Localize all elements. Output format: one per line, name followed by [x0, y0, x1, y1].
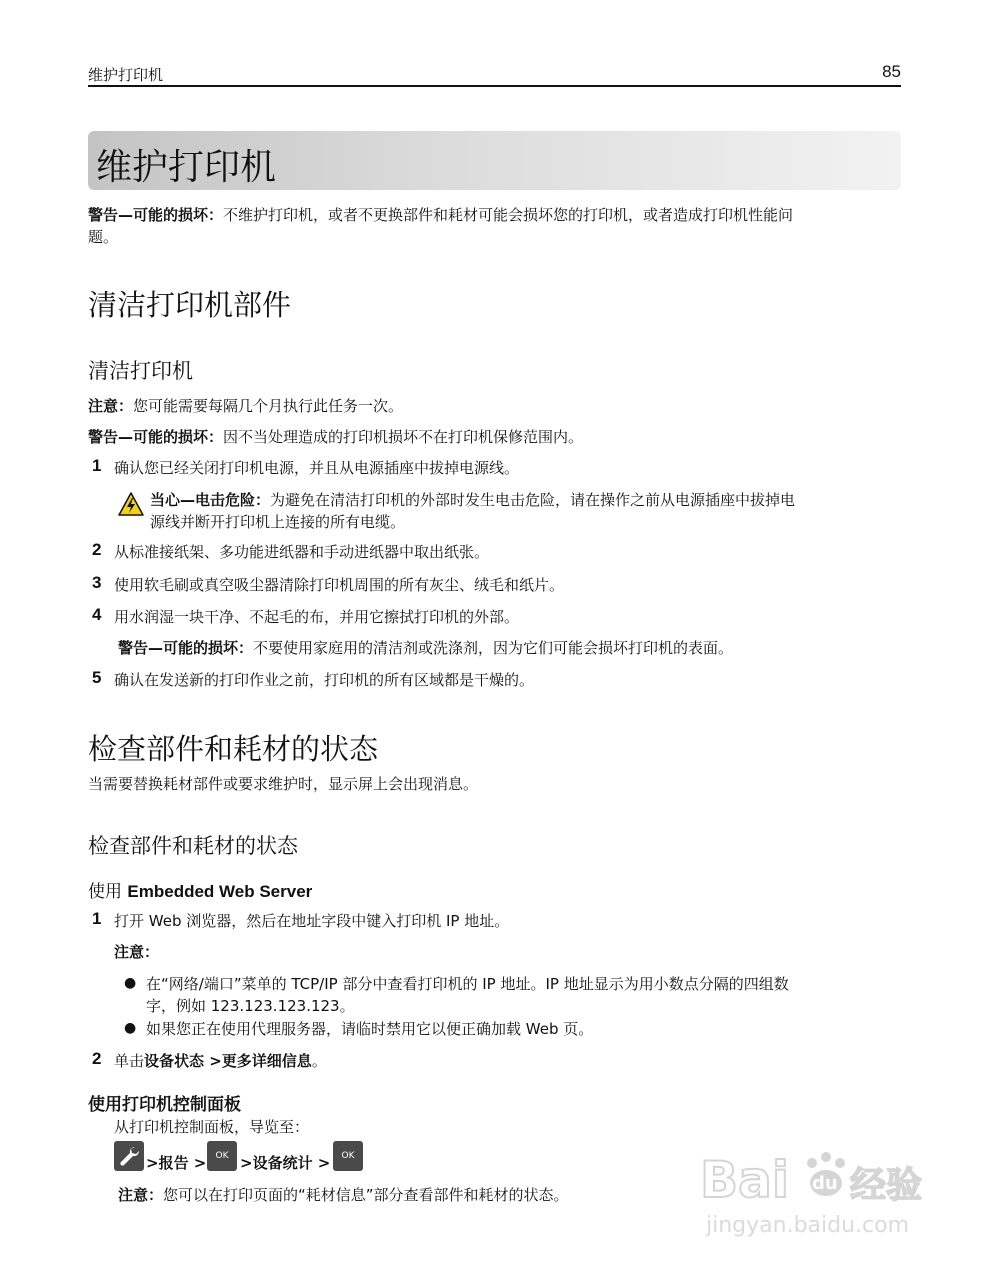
step-number: 1	[92, 909, 102, 928]
ews-heading-prefix: 使用	[88, 882, 128, 902]
step4-warning	[118, 637, 733, 659]
subsection-title-clean-printer: 清洁打印机	[88, 359, 193, 383]
step-text: 打开 Web 浏览器，然后在地址字段中键入打印机 IP 地址。	[114, 912, 510, 930]
chapter-title-band	[88, 131, 901, 190]
intro-warning-line1	[88, 204, 793, 226]
header-rule	[88, 85, 901, 87]
ok-key: OK	[207, 1141, 237, 1171]
bullet-dot: ●	[124, 975, 137, 991]
bullet-dot: ●	[124, 1020, 137, 1036]
shock-warning-label: 当心—电击危险：	[150, 491, 271, 509]
step-text	[114, 1050, 327, 1072]
step4-warning-text: 不要使用家庭用的清洁剂或洗涤剂，因为它们可能会损坏打印机的表面。	[253, 639, 734, 657]
shock-warning-text: 为避免在清洁打印机的外部时发生电击危险，请在操作之前从电源插座中拔掉电	[270, 491, 796, 509]
note-line	[88, 395, 403, 417]
wrench-key	[114, 1141, 144, 1171]
baidu-logo-icon	[700, 1145, 930, 1215]
svg-text:经验: 经验	[850, 1165, 923, 1206]
shock-warning-line1	[150, 489, 795, 511]
step2-suffix: 。	[311, 1052, 327, 1070]
section-title-clean-parts: 清洁打印机部件	[88, 288, 292, 322]
step-text: 确认您已经关闭打印机电源，并且从电源插座中拔掉电源线。	[114, 459, 520, 477]
nav-stats: >设备统计 >	[240, 1154, 331, 1172]
intro-warning-line2: 题。	[88, 228, 119, 246]
nav-reports: >报告 >	[146, 1154, 207, 1172]
bullet-line: 如果您正在使用代理服务器，请临时禁用它以便正确加载 Web 页。	[146, 1020, 594, 1038]
step2-prefix: 单击	[114, 1052, 145, 1070]
step-number: 5	[92, 668, 102, 687]
note-label: 注意：	[114, 943, 160, 961]
bullet-line: 在“网络/端口”菜单的 TCP/IP 部分中查看打印机的 IP 地址。IP 地址显示为用小数点分隔的四组数	[146, 975, 789, 993]
step2-bold-path: 设备状态 >更多详细信息	[144, 1052, 312, 1070]
step-number: 2	[92, 1049, 102, 1068]
ok-key: OK	[333, 1141, 363, 1171]
final-note-text: 您可以在打印页面的“耗材信息”部分查看部件和耗材的状态。	[163, 1186, 569, 1204]
step4-warning-label: 警告—可能的损坏：	[118, 639, 254, 657]
wrench-icon	[114, 1141, 144, 1171]
warning-line	[88, 426, 583, 448]
step-text: 从标准接纸架、多功能进纸器和手动进纸器中取出纸张。	[114, 543, 490, 561]
section-intro: 当需要替换耗材部件或要求维护时，显示屏上会出现消息。	[88, 775, 479, 793]
step-text: 确认在发送新的打印作业之前，打印机的所有区域都是干燥的。	[114, 671, 535, 689]
panel-text: 从打印机控制面板，导览至：	[114, 1118, 310, 1136]
page-number: 85	[882, 62, 901, 81]
note-text: 您可能需要每隔几个月执行此任务一次。	[133, 397, 404, 415]
step-number: 4	[92, 605, 102, 624]
panel-heading: 使用打印机控制面板	[88, 1095, 241, 1115]
step-number: 2	[92, 540, 102, 559]
intro-warning-text: 不维护打印机，或者不更换部件和耗材可能会损坏您的打印机，或者造成打印机性能问	[223, 206, 794, 224]
step-text: 使用软毛刷或真空吸尘器清除打印机周围的所有灰尘、绒毛和纸片。	[114, 576, 565, 594]
warning-text: 因不当处理造成的打印机损坏不在打印机保修范围内。	[223, 428, 584, 446]
final-note-label: 注意：	[118, 1186, 164, 1204]
warning-triangle-icon	[118, 492, 144, 516]
subsection-title-check-status: 检查部件和耗材的状态	[88, 834, 298, 858]
ews-heading	[88, 877, 312, 902]
step-number: 1	[92, 456, 102, 475]
final-note	[118, 1184, 569, 1206]
intro-warning-label: 警告—可能的损坏：	[88, 206, 224, 224]
svg-text:du: du	[812, 1173, 838, 1194]
section-title-check-status: 检查部件和耗材的状态	[88, 732, 379, 766]
shock-warning-line2: 源线并断开打印机上连接的所有电缆。	[150, 513, 406, 531]
watermark-site: jingyan.baidu.com	[706, 1213, 910, 1238]
svg-text:Bai: Bai	[700, 1151, 789, 1209]
warning-label: 警告—可能的损坏：	[88, 428, 224, 446]
step-number: 3	[92, 573, 102, 592]
running-header-section: 维护打印机	[88, 66, 164, 84]
bullet-line: 字，例如 123.123.123.123。	[146, 997, 355, 1015]
chapter-title: 维护打印机	[96, 147, 277, 188]
step-text: 用水润湿一块干净、不起毛的布，并用它擦拭打印机的外部。	[114, 608, 520, 626]
ews-heading-bold: Embedded Web Server	[127, 882, 313, 901]
note-label: 注意：	[88, 397, 134, 415]
baidu-watermark	[700, 1145, 930, 1245]
